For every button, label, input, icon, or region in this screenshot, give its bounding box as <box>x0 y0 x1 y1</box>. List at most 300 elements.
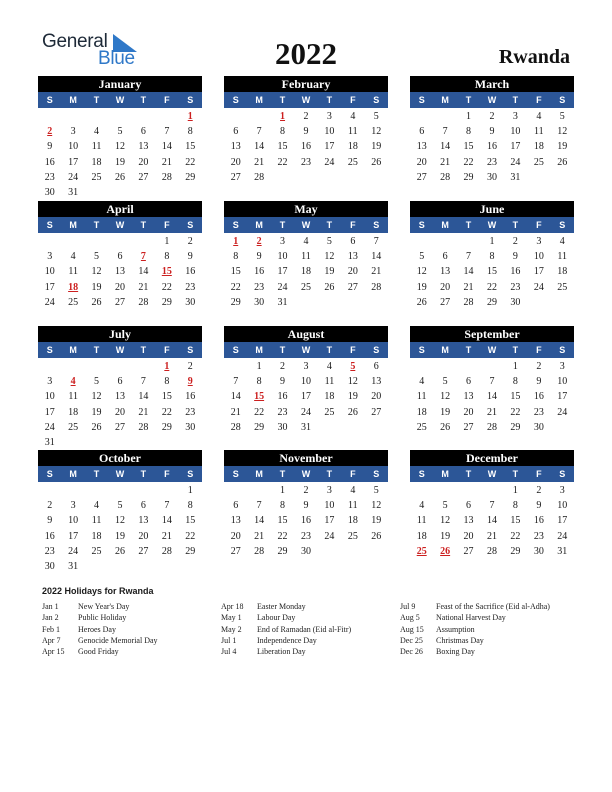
holiday-item <box>42 635 222 646</box>
weekday-label: S <box>232 95 239 105</box>
day-cell: 25 <box>416 545 427 557</box>
day-cell: 26 <box>416 296 427 308</box>
empty-day-cell <box>410 483 433 498</box>
day-cell: 20 <box>114 406 125 418</box>
day-cell: 20 <box>463 406 474 418</box>
week-row <box>38 529 202 544</box>
day-cell: 16 <box>277 391 288 403</box>
day-cell: 16 <box>510 266 521 278</box>
weekday-label: S <box>373 345 380 355</box>
day-cell: 21 <box>230 406 241 418</box>
week-row <box>38 295 202 310</box>
empty-day-cell <box>155 435 178 450</box>
day-cell: 28 <box>486 421 497 433</box>
month-june <box>410 201 574 310</box>
holiday-item <box>42 612 222 623</box>
weekday-header <box>410 217 574 233</box>
day-cell: 4 <box>70 251 76 263</box>
day-cell: 30 <box>486 171 497 183</box>
day-cell: 28 <box>230 421 241 433</box>
weekday-label: S <box>187 345 194 355</box>
day-cell: 16 <box>44 156 55 168</box>
day-cell: 4 <box>350 111 356 122</box>
month-title: June <box>410 201 574 217</box>
day-cell: 11 <box>416 391 427 403</box>
day-cell: 28 <box>463 296 474 308</box>
week-row <box>38 498 202 513</box>
empty-day-cell <box>108 109 131 124</box>
week-row <box>410 295 574 310</box>
day-cell: 26 <box>91 296 102 308</box>
day-cell: 24 <box>44 296 55 308</box>
empty-day-cell <box>132 483 155 498</box>
day-cell: 10 <box>44 391 55 403</box>
holiday-column <box>400 601 580 657</box>
week-row <box>38 389 202 404</box>
day-cell: 22 <box>277 156 288 168</box>
week-row <box>410 249 574 264</box>
day-cell: 19 <box>324 266 335 278</box>
day-cell: 16 <box>533 391 544 403</box>
day-cell: 17 <box>324 515 335 527</box>
day-cell: 21 <box>138 281 149 293</box>
day-cell: 7 <box>164 126 170 138</box>
day-cell: 28 <box>486 545 497 557</box>
day-cell: 18 <box>557 266 568 278</box>
weekday-label: W <box>115 220 125 230</box>
weekday-label: W <box>301 220 311 230</box>
day-cell: 24 <box>300 406 311 418</box>
empty-day-cell <box>318 544 341 559</box>
holiday-date: Feb 1 <box>42 624 60 634</box>
day-cell: 1 <box>233 236 239 247</box>
day-cell: 8 <box>489 251 495 263</box>
day-cell: 15 <box>230 266 241 278</box>
holiday-name: Boxing Day <box>436 647 475 657</box>
day-cell: 10 <box>557 500 568 512</box>
day-cell: 14 <box>440 141 451 153</box>
day-cell: 10 <box>557 376 568 388</box>
holiday-column <box>221 601 401 657</box>
day-cell: 7 <box>442 126 448 138</box>
day-cell: 7 <box>373 236 379 247</box>
week-row <box>410 405 574 420</box>
logo-text-general: General <box>42 31 108 52</box>
week-row <box>38 155 202 170</box>
day-cell: 9 <box>256 251 262 263</box>
month-days <box>410 108 574 185</box>
week-row <box>224 109 388 124</box>
day-cell: 11 <box>91 515 102 527</box>
month-days <box>224 358 388 435</box>
day-cell: 2 <box>187 361 193 372</box>
weekday-label: S <box>418 469 425 479</box>
holiday-name: Good Friday <box>78 647 119 657</box>
week-row <box>38 185 202 200</box>
weekday-label: W <box>487 469 497 479</box>
day-cell: 29 <box>254 421 265 433</box>
day-cell: 23 <box>254 281 265 293</box>
week-row <box>410 544 574 559</box>
day-cell: 10 <box>277 251 288 263</box>
month-march <box>410 76 574 185</box>
day-cell: 13 <box>416 141 427 153</box>
day-cell: 10 <box>300 376 311 388</box>
holiday-name: Heroes Day <box>78 624 116 634</box>
weekday-label: T <box>326 95 333 105</box>
day-cell: 8 <box>256 376 262 388</box>
holiday-name: National Harvest Day <box>436 613 506 623</box>
weekday-header <box>224 92 388 108</box>
day-cell: 5 <box>94 376 100 388</box>
day-cell: 22 <box>510 406 521 418</box>
weekday-label: S <box>232 220 239 230</box>
day-cell: 16 <box>533 515 544 527</box>
week-row <box>410 124 574 139</box>
day-cell: 5 <box>442 500 448 512</box>
day-cell: 17 <box>68 530 79 542</box>
weekday-label: T <box>326 345 333 355</box>
empty-day-cell <box>318 420 341 435</box>
weekday-label: M <box>255 95 263 105</box>
day-cell: 28 <box>138 296 149 308</box>
day-cell: 6 <box>233 126 239 138</box>
day-cell: 12 <box>91 391 102 403</box>
day-cell: 1 <box>512 485 518 496</box>
day-cell: 17 <box>44 406 55 418</box>
empty-day-cell <box>318 295 341 310</box>
day-cell: 4 <box>70 376 76 388</box>
week-row <box>224 374 388 389</box>
empty-day-cell <box>341 544 364 559</box>
day-cell: 15 <box>277 141 288 153</box>
day-cell: 7 <box>140 376 146 388</box>
weekday-label: F <box>536 220 542 230</box>
day-cell: 3 <box>70 500 76 512</box>
empty-day-cell <box>294 295 317 310</box>
weekday-label: S <box>187 220 194 230</box>
empty-day-cell <box>85 559 108 574</box>
day-cell: 9 <box>187 376 193 388</box>
empty-day-cell <box>179 559 202 574</box>
day-cell: 22 <box>463 156 474 168</box>
day-cell: 13 <box>371 376 382 388</box>
day-cell: 29 <box>277 545 288 557</box>
holiday-item <box>221 601 401 612</box>
weekday-header <box>38 466 202 482</box>
empty-day-cell <box>179 185 202 200</box>
day-cell: 20 <box>347 266 358 278</box>
day-cell: 5 <box>559 111 565 122</box>
day-cell: 14 <box>161 141 172 153</box>
day-cell: 17 <box>324 141 335 153</box>
day-cell: 10 <box>533 251 544 263</box>
weekday-label: M <box>69 220 77 230</box>
weekday-label: S <box>373 95 380 105</box>
day-cell: 7 <box>256 126 262 138</box>
day-cell: 24 <box>324 530 335 542</box>
week-row <box>410 483 574 498</box>
weekday-label: T <box>465 469 472 479</box>
weekday-label: F <box>536 345 542 355</box>
week-row <box>38 544 202 559</box>
day-cell: 1 <box>489 236 495 247</box>
weekday-label: W <box>487 345 497 355</box>
day-cell: 27 <box>230 171 241 183</box>
day-cell: 23 <box>185 406 196 418</box>
logo-text-blue: Blue <box>98 48 135 69</box>
week-row <box>38 124 202 139</box>
weekday-label: F <box>536 469 542 479</box>
day-cell: 2 <box>536 361 542 372</box>
weekday-header <box>410 466 574 482</box>
weekday-label: M <box>255 469 263 479</box>
day-cell: 3 <box>326 111 332 122</box>
week-row <box>38 280 202 295</box>
month-days <box>410 358 574 435</box>
day-cell: 12 <box>91 266 102 278</box>
day-cell: 24 <box>324 156 335 168</box>
day-cell: 18 <box>91 530 102 542</box>
day-cell: 16 <box>185 391 196 403</box>
month-may <box>224 201 388 310</box>
holiday-name: End of Ramadan (Eid al-Fitr) <box>257 624 352 634</box>
day-cell: 7 <box>489 376 495 388</box>
empty-day-cell <box>341 170 364 185</box>
day-cell: 11 <box>68 391 78 403</box>
day-cell: 18 <box>416 530 427 542</box>
weekday-label: S <box>373 469 380 479</box>
week-row <box>38 483 202 498</box>
day-cell: 18 <box>347 515 358 527</box>
week-row <box>38 405 202 420</box>
day-cell: 7 <box>140 251 146 263</box>
holiday-name: Liberation Day <box>257 647 306 657</box>
empty-day-cell <box>38 483 61 498</box>
day-cell: 21 <box>371 266 382 278</box>
week-row <box>224 513 388 528</box>
day-cell: 19 <box>416 281 427 293</box>
empty-day-cell <box>108 185 131 200</box>
day-cell: 9 <box>47 141 53 153</box>
day-cell: 23 <box>510 281 521 293</box>
day-cell: 7 <box>164 500 170 512</box>
holiday-item <box>42 601 222 612</box>
day-cell: 11 <box>68 266 78 278</box>
holiday-date: Dec 26 <box>400 647 423 657</box>
day-cell: 31 <box>68 560 79 572</box>
day-cell: 6 <box>442 251 448 263</box>
empty-day-cell <box>61 359 84 374</box>
holiday-date: Apr 18 <box>221 602 244 611</box>
day-cell: 22 <box>254 406 265 418</box>
day-cell: 31 <box>44 436 55 448</box>
day-cell: 2 <box>489 111 495 122</box>
month-title: November <box>224 450 388 466</box>
day-cell: 16 <box>185 266 196 278</box>
day-cell: 16 <box>486 141 497 153</box>
weekday-header <box>224 217 388 233</box>
day-cell: 26 <box>324 281 335 293</box>
month-title: August <box>224 326 388 342</box>
day-cell: 22 <box>185 530 196 542</box>
empty-day-cell <box>38 109 61 124</box>
day-cell: 4 <box>419 500 425 512</box>
day-cell: 18 <box>300 266 311 278</box>
empty-day-cell <box>38 359 61 374</box>
day-cell: 27 <box>416 171 427 183</box>
week-row <box>410 374 574 389</box>
holiday-name: Public Holiday <box>78 613 127 623</box>
day-cell: 1 <box>187 485 193 496</box>
day-cell: 17 <box>533 266 544 278</box>
weekday-label: S <box>46 220 53 230</box>
day-cell: 12 <box>114 515 125 527</box>
weekday-label: S <box>373 220 380 230</box>
day-cell: 2 <box>303 485 309 496</box>
day-cell: 9 <box>536 376 542 388</box>
day-cell: 9 <box>47 515 53 527</box>
day-cell: 3 <box>47 251 53 263</box>
empty-day-cell <box>527 170 550 185</box>
day-cell: 7 <box>489 500 495 512</box>
empty-day-cell <box>108 234 131 249</box>
month-title: December <box>410 450 574 466</box>
day-cell: 30 <box>44 186 55 198</box>
day-cell: 7 <box>466 251 472 263</box>
day-cell: 24 <box>277 281 288 293</box>
weekday-label: S <box>232 345 239 355</box>
day-cell: 19 <box>557 141 568 153</box>
week-row <box>38 559 202 574</box>
holiday-name: New Year's Day <box>78 602 130 611</box>
day-cell: 26 <box>371 156 382 168</box>
holiday-name: Feast of the Sacrifice (Eid al-Adha) <box>436 602 550 611</box>
empty-day-cell <box>38 234 61 249</box>
day-cell: 3 <box>536 236 542 247</box>
month-title: October <box>38 450 202 466</box>
day-cell: 25 <box>68 421 79 433</box>
day-cell: 20 <box>138 156 149 168</box>
day-cell: 14 <box>254 515 265 527</box>
day-cell: 5 <box>373 485 379 496</box>
day-cell: 6 <box>140 126 146 138</box>
day-cell: 11 <box>91 141 102 153</box>
weekday-label: F <box>164 345 170 355</box>
day-cell: 6 <box>233 500 239 512</box>
weekday-label: T <box>93 345 100 355</box>
holiday-date: Jul 9 <box>400 602 416 611</box>
day-cell: 2 <box>47 500 53 512</box>
day-cell: 31 <box>277 296 288 308</box>
day-cell: 28 <box>161 545 172 557</box>
empty-day-cell <box>132 185 155 200</box>
empty-day-cell <box>155 109 178 124</box>
weekday-label: S <box>418 220 425 230</box>
week-row <box>410 234 574 249</box>
day-cell: 20 <box>440 281 451 293</box>
empty-day-cell <box>365 420 388 435</box>
empty-day-cell <box>457 483 480 498</box>
day-cell: 29 <box>185 171 196 183</box>
day-cell: 14 <box>463 266 474 278</box>
weekday-label: M <box>255 345 263 355</box>
month-days <box>410 482 574 559</box>
weekday-label: S <box>559 95 566 105</box>
holiday-name: Genocide Memorial Day <box>78 635 158 645</box>
day-cell: 8 <box>466 126 472 138</box>
day-cell: 9 <box>187 251 193 263</box>
day-cell: 8 <box>233 251 239 263</box>
weekday-header <box>38 92 202 108</box>
day-cell: 21 <box>138 406 149 418</box>
day-cell: 15 <box>463 141 474 153</box>
week-row <box>224 359 388 374</box>
week-row <box>410 389 574 404</box>
day-cell: 20 <box>463 530 474 542</box>
day-cell: 17 <box>44 281 55 293</box>
day-cell: 3 <box>559 361 565 372</box>
weekday-label: T <box>326 469 333 479</box>
weekday-label: M <box>441 469 449 479</box>
month-july <box>38 326 202 450</box>
day-cell: 14 <box>138 266 149 278</box>
day-cell: 8 <box>280 126 286 138</box>
day-cell: 9 <box>303 126 309 138</box>
day-cell: 20 <box>230 530 241 542</box>
empty-day-cell <box>247 109 270 124</box>
month-title: February <box>224 76 388 92</box>
empty-day-cell <box>551 420 574 435</box>
day-cell: 19 <box>114 156 125 168</box>
day-cell: 12 <box>440 515 451 527</box>
week-row <box>224 249 388 264</box>
day-cell: 30 <box>300 545 311 557</box>
month-september <box>410 326 574 435</box>
day-cell: 15 <box>161 391 172 403</box>
day-cell: 15 <box>185 515 196 527</box>
day-cell: 15 <box>161 266 172 278</box>
holiday-name: Labour Day <box>257 613 296 623</box>
day-cell: 27 <box>463 545 474 557</box>
week-row <box>410 264 574 279</box>
week-row <box>38 234 202 249</box>
day-cell: 29 <box>486 296 497 308</box>
month-april <box>38 201 202 310</box>
empty-day-cell <box>155 483 178 498</box>
empty-day-cell <box>85 359 108 374</box>
weekday-label: W <box>301 345 311 355</box>
day-cell: 10 <box>324 500 335 512</box>
week-row <box>224 498 388 513</box>
empty-day-cell <box>108 483 131 498</box>
day-cell: 7 <box>233 376 239 388</box>
day-cell: 14 <box>138 391 149 403</box>
week-row <box>224 405 388 420</box>
month-october <box>38 450 202 574</box>
empty-day-cell <box>551 295 574 310</box>
weekday-label: F <box>350 345 356 355</box>
weekday-label: S <box>559 345 566 355</box>
empty-day-cell <box>318 170 341 185</box>
holiday-date: Aug 5 <box>400 613 420 623</box>
weekday-label: T <box>140 469 147 479</box>
empty-day-cell <box>85 109 108 124</box>
weekday-label: S <box>187 95 194 105</box>
day-cell: 4 <box>303 236 309 247</box>
empty-day-cell <box>108 435 131 450</box>
day-cell: 17 <box>68 156 79 168</box>
